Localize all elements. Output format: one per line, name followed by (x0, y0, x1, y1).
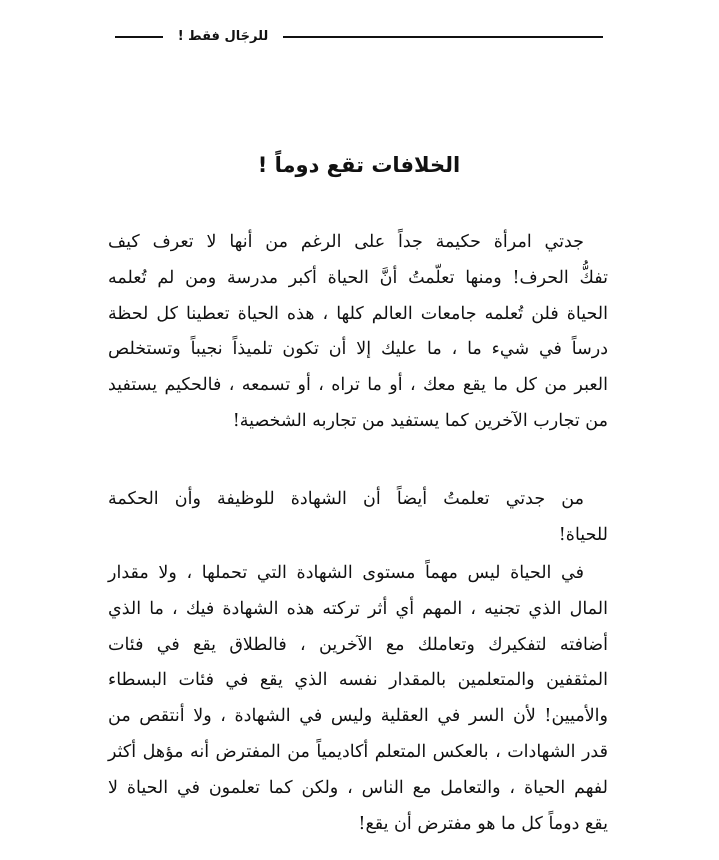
text-line: جدتي امرأة حكيمة جداً على الرغم من أنها لا تعرف كيف (108, 232, 584, 252)
text-line: في الحياة ليس مهماً مستوى الشهادة التي تحملها ، ولا مقدار (108, 563, 584, 583)
text-line: العبر من كل ما يقع معك ، أو ما تراه ، أو تسمعه ، فالحكيم يستفيد (108, 375, 608, 396)
text-line: للحياة! (558, 524, 608, 545)
paragraph-3 (108, 556, 608, 842)
text-line: يقع دوماً كل ما هو مفترض أن يقع! (358, 813, 608, 834)
text-line: المثقفين والمتعلمين بالمقدار نفسه الذي يقع في فئات البسطاء (108, 670, 608, 691)
text-line: والأميين! لأن السر في العقلية وليس في الشهادة ، ولا أنتقص من (108, 706, 608, 727)
text-line: درساً في شيء ما ، ما عليك إلا أن تكون تلميذاً نجيباً وتستخلص (108, 339, 608, 360)
running-title: للرجَال فقط ! (177, 29, 269, 44)
text-line: الحياة فلن تُعلمه جامعات العالم كلها ، هذه الحياة تعطينا كل لحظة (108, 303, 608, 324)
chapter-title: الخلافات تقع دوماً ! (257, 153, 461, 177)
header-rule-left (115, 36, 163, 38)
text-line: المال الذي تجنيه ، المهم أي أثر تركته هذه الشهادة فيك ، ما الذي (108, 598, 608, 619)
text-line: لفهم الحياة ، والتعامل مع الناس ، ولكن كما تعلمون في الحياة لا (108, 777, 608, 798)
text-line: تفكُّ الحرف! ومنها تعلّمتُ أنَّ الحياة أكبر مدرسة ومن لم تُعلمه (108, 267, 608, 288)
paragraph-2 (108, 482, 608, 554)
text-line: أضافته لتفكيرك وتعاملك مع الآخرين ، فالطلاق يقع في فئات (108, 634, 608, 655)
running-header (115, 26, 603, 48)
text-line: قدر الشهادات ، بالعكس المتعلم أكاديمياً من المفترض أنه مؤهل أكثر (108, 741, 608, 762)
header-rule-right (283, 36, 603, 38)
text-line: من تجارب الآخرين كما يستفيد من تجاربه الشخصية! (232, 410, 608, 431)
text-line: من جدتي تعلمتُ أيضاً أن الشهادة للوظيفة وأن الحكمة (108, 489, 584, 509)
paragraph-1 (108, 225, 608, 440)
